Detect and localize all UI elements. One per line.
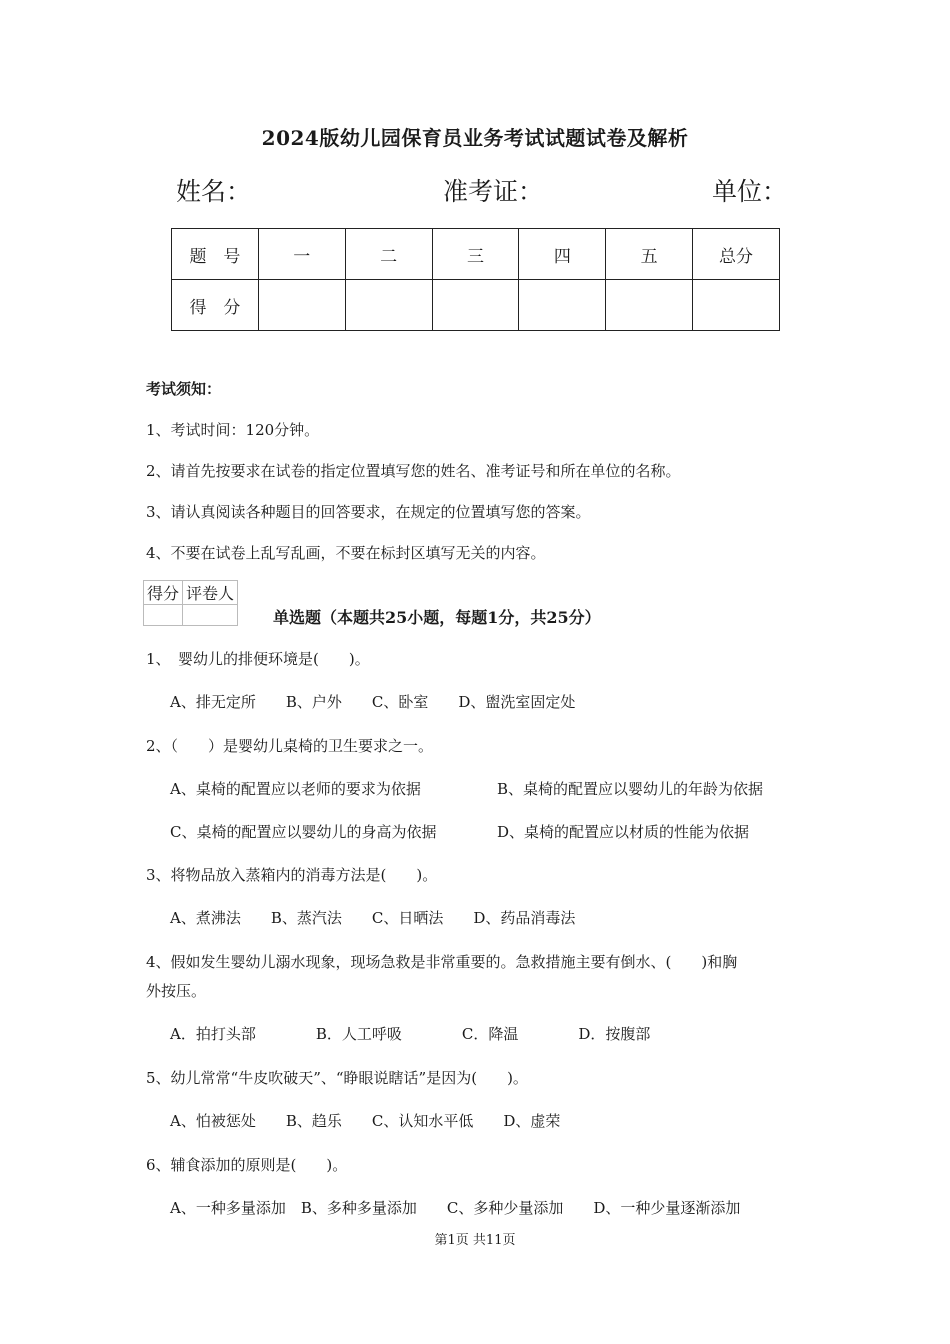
score-table-header-row [172, 229, 780, 280]
score-header-4: 四 [519, 229, 606, 280]
score-cell-total [693, 280, 780, 331]
section-title: 单选题（本题共25小题，每题1分，共25分） [273, 608, 601, 627]
notice-item-1: 1、考试时间：120分钟。 [146, 421, 320, 439]
name-label: 姓名： [176, 177, 252, 206]
score-cell-2 [345, 280, 432, 331]
question-1-options: A、排无定所 B、户外 C、卧室 D、盥洗室固定处 [170, 693, 576, 711]
exam-id-label: 准考证： [443, 177, 544, 206]
notice-item-4: 4、不要在试卷上乱写乱画，不要在标封区填写无关的内容。 [146, 544, 546, 562]
question-2-option-a: A、桌椅的配置应以老师的要求为依据 [170, 780, 421, 798]
score-cell-4 [519, 280, 606, 331]
question-6-stem: 6、辅食添加的原则是( )。 [146, 1156, 348, 1174]
question-3-options: A、煮沸法 B、蒸汽法 C、日晒法 D、药品消毒法 [170, 909, 576, 927]
grader-score-label: 得分 [144, 581, 183, 605]
score-cell-1 [258, 280, 345, 331]
unit-label: 单位： [712, 177, 788, 206]
grader-score-cell [144, 605, 183, 626]
score-cell-5 [606, 280, 693, 331]
grader-reviewer-label: 评卷人 [183, 581, 238, 605]
document-title: 2024版幼儿园保育员业务考试试题试卷及解析 [261, 126, 689, 150]
question-5-options: A、怕被惩处 B、趋乐 C、认知水平低 D、虚荣 [170, 1112, 561, 1130]
score-header-5: 五 [606, 229, 693, 280]
score-header-3: 三 [432, 229, 519, 280]
score-header-total: 总分 [693, 229, 780, 280]
question-2-stem: 2、（ ）是婴幼儿桌椅的卫生要求之一。 [146, 737, 434, 755]
grader-table [143, 580, 238, 626]
page-footer: 第1页 共11页 [434, 1233, 516, 1248]
question-3-stem: 3、将物品放入蒸箱内的消毒方法是( )。 [146, 866, 438, 884]
question-1-stem: 1、 婴幼儿的排便环境是( )。 [146, 650, 370, 668]
score-header-1: 一 [258, 229, 345, 280]
score-cell-3 [432, 280, 519, 331]
score-row-label: 得 分 [172, 280, 259, 331]
notice-item-2: 2、请首先按要求在试卷的指定位置填写您的姓名、准考证号和所在单位的名称。 [146, 462, 681, 480]
question-5-stem: 5、幼儿常常“牛皮吹破天”、“睁眼说瞎话”是因为( )。 [146, 1069, 528, 1087]
score-table-score-row [172, 280, 780, 331]
notice-heading: 考试须知： [146, 380, 222, 398]
score-header-label: 题 号 [172, 229, 259, 280]
score-table [171, 228, 780, 331]
question-4-stem-line2: 外按压。 [146, 982, 207, 1000]
question-2-option-b: B、桌椅的配置应以婴幼儿的年龄为依据 [497, 780, 764, 798]
question-4-options: A．拍打头部 B．人工呼吸 C．降温 D．按腹部 [170, 1025, 651, 1043]
question-2-option-c: C、桌椅的配置应以婴幼儿的身高为依据 [170, 823, 437, 841]
question-4-stem-line1: 4、假如发生婴幼儿溺水现象，现场急救是非常重要的。急救措施主要有倒水、( )和胸 [146, 953, 738, 971]
score-header-2: 二 [345, 229, 432, 280]
question-2-option-d: D、桌椅的配置应以材质的性能为依据 [497, 823, 750, 841]
grader-reviewer-cell [183, 605, 238, 626]
question-6-options: A、一种多量添加 B、多种多量添加 C、多种少量添加 D、一种少量逐渐添加 [170, 1199, 741, 1217]
notice-item-3: 3、请认真阅读各种题目的回答要求，在规定的位置填写您的答案。 [146, 503, 591, 521]
